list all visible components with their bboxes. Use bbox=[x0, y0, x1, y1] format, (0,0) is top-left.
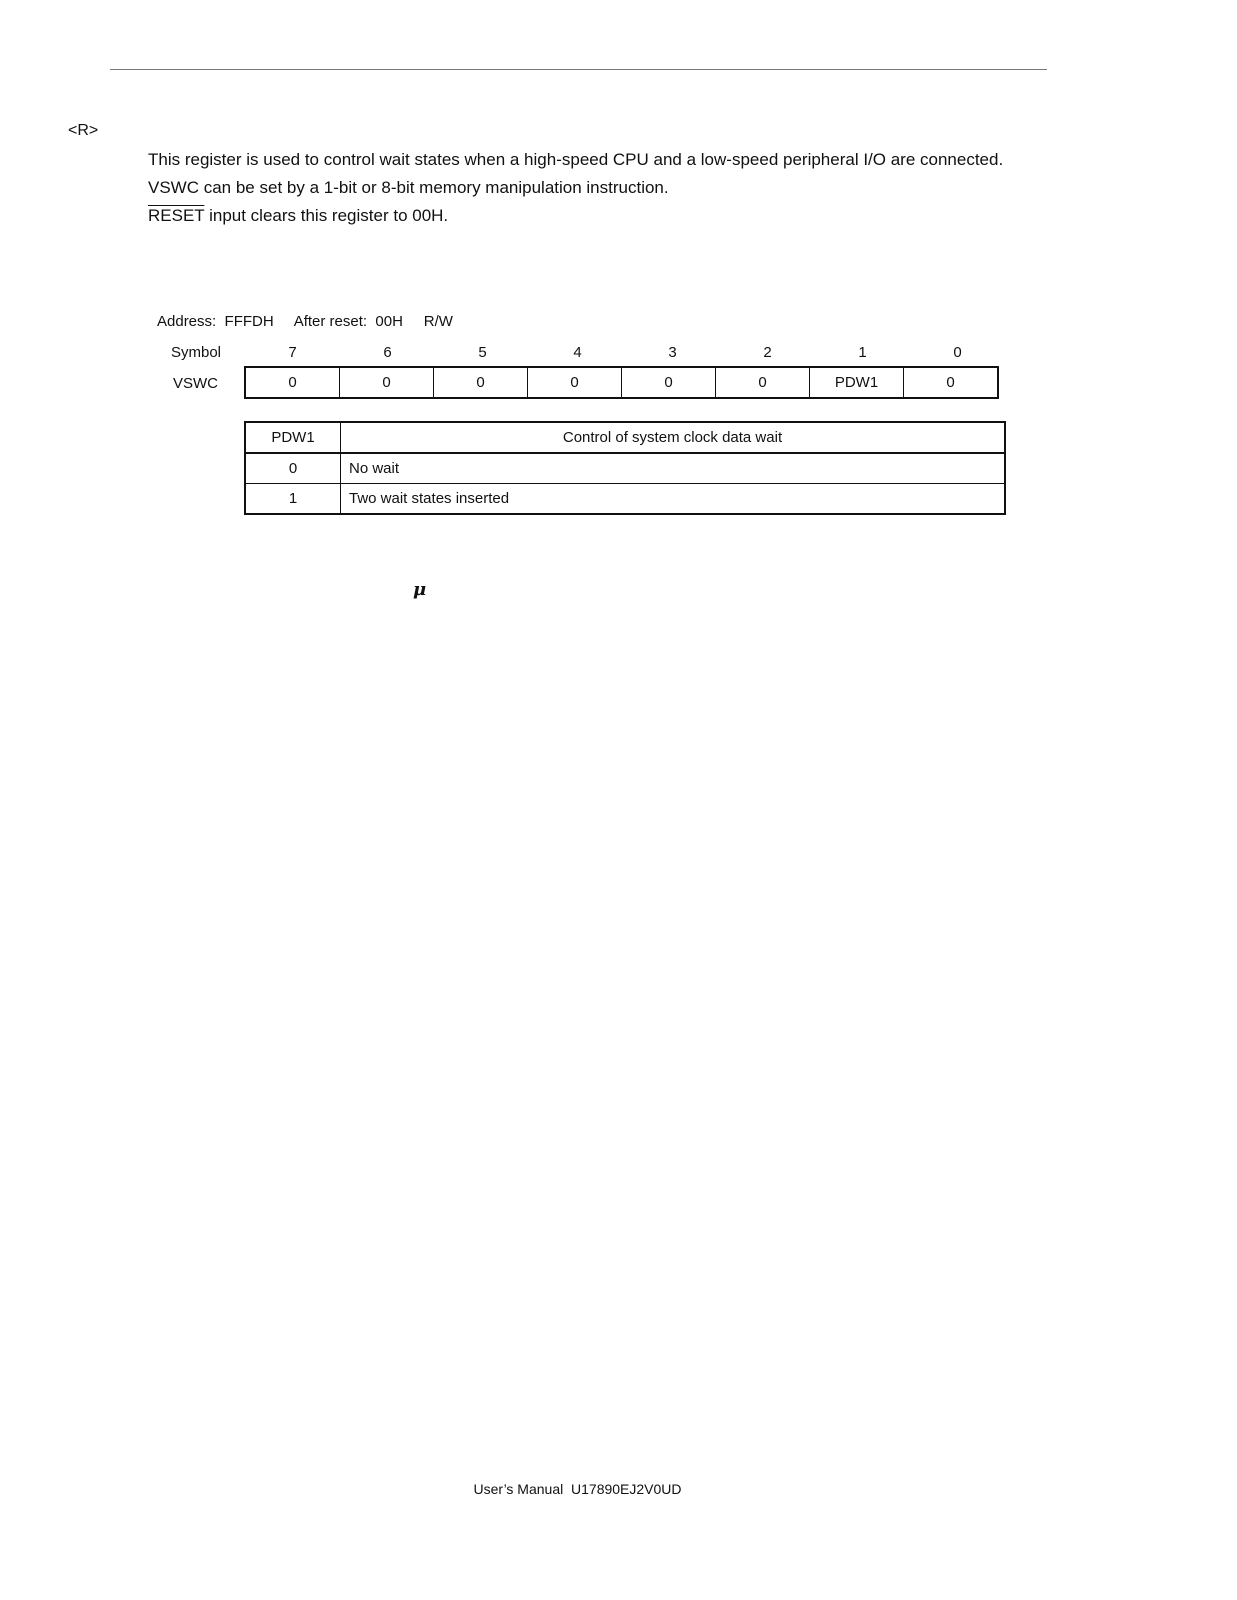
bit-cell: 0 bbox=[528, 367, 622, 398]
bit-cell: 0 bbox=[622, 367, 716, 398]
row-text: Two wait states inserted bbox=[341, 484, 1006, 515]
bit-number: 1 bbox=[858, 344, 867, 361]
bit-number: 4 bbox=[573, 344, 582, 361]
mu-symbol: μ bbox=[413, 579, 427, 600]
row-value: 0 bbox=[245, 453, 341, 484]
bit-number: 5 bbox=[478, 344, 487, 361]
description-line-1: This register is used to control wait states when a high-speed CPU and a low-speed peripheral I/O are connected. bbox=[148, 150, 1004, 169]
bit-cell: 0 bbox=[716, 367, 810, 398]
bit-cell: 0 bbox=[340, 367, 434, 398]
page-footer: User’s Manual U17890EJ2V0UD bbox=[473, 1481, 682, 1497]
bit-cell: 0 bbox=[904, 367, 999, 398]
register-description bbox=[148, 146, 1003, 230]
register-access: R/W bbox=[423, 313, 453, 330]
register-name: VSWC bbox=[173, 375, 218, 392]
table-row bbox=[245, 484, 1005, 515]
row-text: No wait bbox=[341, 453, 1006, 484]
reset-signal: RESET bbox=[148, 206, 205, 225]
revision-mark: <R> bbox=[68, 122, 99, 139]
bit-number: 2 bbox=[763, 344, 772, 361]
register-meta bbox=[157, 313, 453, 330]
bit-number-row bbox=[150, 342, 1010, 364]
bit-number: 0 bbox=[953, 344, 962, 361]
description-line-2: VSWC can be set by a 1-bit or 8-bit memory manipulation instruction. bbox=[148, 178, 669, 197]
register-bit-table bbox=[244, 366, 999, 399]
bit-number: 3 bbox=[668, 344, 677, 361]
header-bit: PDW1 bbox=[245, 422, 341, 453]
register-after-reset: After reset: 00H bbox=[293, 313, 403, 330]
bit-cell: 0 bbox=[245, 367, 340, 398]
symbol-label: Symbol bbox=[171, 344, 222, 361]
bit-number: 6 bbox=[383, 344, 392, 361]
row-value: 1 bbox=[245, 484, 341, 515]
register-address: Address: FFFDH bbox=[157, 313, 274, 330]
bit-cell: PDW1 bbox=[810, 367, 904, 398]
pdw1-description-table bbox=[244, 421, 1006, 515]
register-bit-row bbox=[245, 367, 998, 398]
bit-cell: 0 bbox=[434, 367, 528, 398]
header-description: Control of system clock data wait bbox=[341, 422, 1006, 453]
description-line-3 bbox=[148, 202, 1003, 230]
table-row bbox=[245, 453, 1005, 484]
table-header-row bbox=[245, 422, 1005, 453]
header-rule bbox=[110, 69, 1047, 70]
reset-text: input clears this register to 00H. bbox=[204, 206, 449, 225]
bit-number: 7 bbox=[288, 344, 297, 361]
